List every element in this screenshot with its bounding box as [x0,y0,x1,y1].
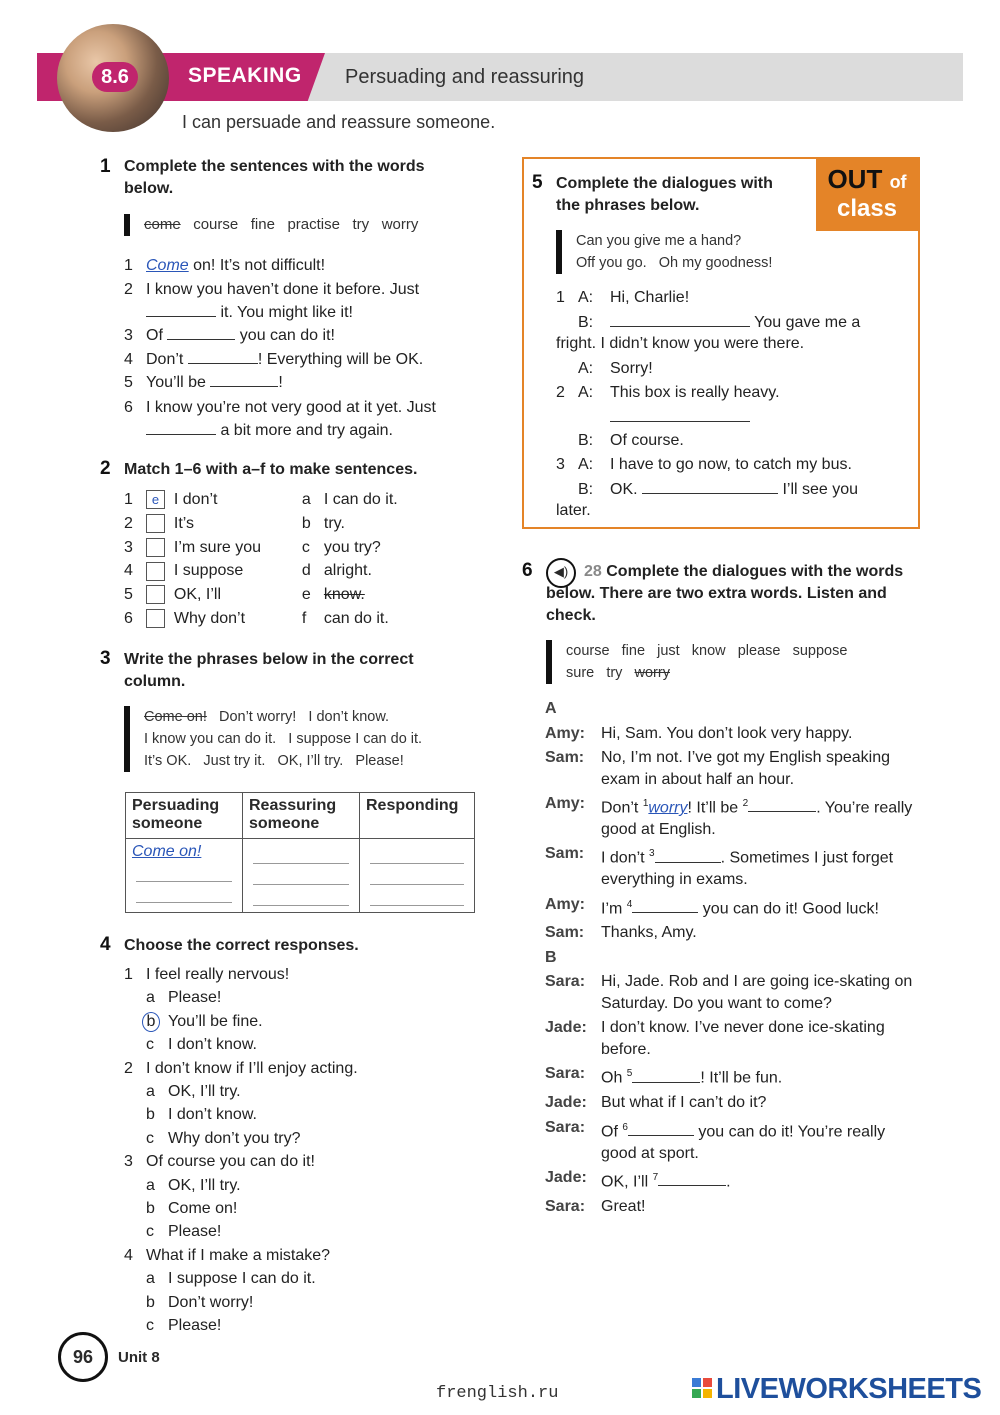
ex6-dialogues: A Amy: Hi, Sam. You don’t look very happy. Sam: No, I’m not. I’ve got my English speaking exam in about half an hour. Amy: Don’t $^1$worry! It’ll be $^2$ . You’re really good at English. Sam: I don’t $^3$ . Sometimes I just forget everything in exams. Amy: I’m $^4$ you can do it! Good luck! Sam: Thanks, Amy. B Sara: Hi, Jade. Rob and I are going ice-skating on Saturday. Do you want to come? Jade: I don’t know. I’ve never done ice-skating before. Sara: Oh $^5$ ! It’ll be fun. Jade: But what if I can’t do it? Sara: Of $^6$ you can do it! You’re really good at sport. Jade: OK, I’ll $^7$ . Sara: Great! [545,700,913,1215]
column-header: Persuading someone [126,793,243,839]
ex6-instruction: 28 Complete the dialogues with the words below. There are two extra words. Listen and check. [546,563,904,624]
lesson-number: 8.6 [92,62,138,92]
ex3-phrase-box: Come on! Don’t worry! I don’t know. I know you can do it. I suppose I can do it. It’s OK. Just try it. OK, I’ll try. Please! [124,706,464,772]
word: fine [250,216,275,233]
ex1-item: 4 Don’t ! Everything will be OK. [124,351,424,368]
blank-input[interactable] [748,797,816,812]
match-box[interactable] [146,585,165,604]
exercise-2 [100,458,460,638]
ex4-instruction: Choose the correct responses. [124,937,359,954]
blank-input[interactable] [658,1171,726,1186]
ex1-item: 1 Come on! It’s not difficult! [124,257,326,274]
answer-text: Come [146,257,189,274]
word: worry [381,216,419,233]
lesson-subtitle: Persuading and reassuring [345,66,585,88]
option[interactable]: a OK, I’ll try. [146,1176,241,1194]
exercise-4 [100,934,460,1344]
match-box[interactable] [146,514,165,533]
ex2-instruction: Match 1–6 with a–f to make sentences. [124,461,418,478]
brand-logo: LIVEWORKSHEETS [716,1373,982,1405]
column-header: Responding [360,793,475,839]
ex2-list: 1 e I don’t a I can do it. 2 It’s b try. 3 I’m sure you c you try? 4 I suppose d alright. 5 OK, I’ll e know. 6 Why don’t f can do it. [124,491,398,627]
ex5-number: 5 [532,172,543,193]
blank-input[interactable] [136,861,232,882]
blank-input[interactable] [628,1121,694,1136]
ex6-number: 6 [522,560,533,581]
match-box[interactable] [146,609,165,628]
answer-text: worry [648,799,688,817]
blank-input[interactable] [655,848,721,863]
ex3-number: 3 [100,648,111,669]
blank-input[interactable] [642,479,778,494]
option[interactable]: b I don’t know. [146,1106,257,1124]
ex1-item: 6 I know you’re not very good at it yet. Just a bit more and try again. [124,399,436,439]
audio-icon[interactable]: ◀) [546,558,576,588]
word: practise [287,216,340,233]
ex4-list: 1 I feel really nervous! a Please! b You’ll be fine. c I don’t know. 2 I don’t know if I’ll enjoy acting. a OK, I’ll try. b I don’t know. c Why don’t you try? 3 Of course you can do it! a OK, I’ll try. b Come on! c Please! 4 What if I make a mistake? a I suppose I can do it. b Don’t worry! c Please! [124,963,464,1338]
blank-input[interactable] [167,325,235,340]
ex1-number: 1 [100,156,111,177]
blank-input[interactable] [188,349,258,364]
column-header: Reassuring someone [243,793,360,839]
blank-input[interactable] [370,885,464,906]
ex5-instruction: Complete the dialogues with the phrases below. [556,175,773,214]
unit-label: Unit 8 [118,1349,160,1366]
word: try [352,216,370,233]
blank-input[interactable] [253,843,349,864]
match-box[interactable]: e [146,490,165,509]
section-title: SPEAKING [188,64,302,87]
blank-input[interactable] [610,312,750,327]
track-number: 28 [584,563,602,580]
option[interactable]: c Why don’t you try? [146,1129,301,1147]
option[interactable]: c Please! [146,1223,222,1241]
out-of-class-tag: OUT of class [816,157,918,231]
blank-input[interactable] [610,407,750,422]
ex5-dialogues: 1 A: Hi, Charlie! B: You gave me a fright. I didn’t know you were there. A: Sorry! 2 A: This box is really heavy. B: Of course. 3 A: I have to go now, to catch my bus. B: OK. I’ll see you later. [556,289,861,519]
liveworksheets-logo-icon [692,1378,712,1398]
match-box[interactable] [146,538,165,557]
exercise-6 [522,558,922,1215]
objective: I can persuade and reassure someone. [182,112,496,132]
blank-input[interactable] [210,372,278,387]
blank-input[interactable] [370,843,464,864]
blank-input[interactable] [136,882,232,903]
page-number: 96 [58,1332,108,1382]
ex6-word-box: course fine just know please suppose sure try worry [546,640,886,684]
blank-input[interactable] [253,864,349,885]
blank-input[interactable] [146,420,216,435]
option[interactable]: a Please! [146,989,222,1007]
exercise-5 [532,172,912,522]
ex1-word-box [124,214,464,236]
exercise-3 [100,648,480,920]
option[interactable]: b Don’t worry! [146,1293,254,1311]
ex1-item: 3 Of you can do it! [124,327,335,344]
blank-input[interactable] [253,885,349,906]
ex3-table [125,792,475,913]
option[interactable]: c Please! [146,1317,222,1335]
site-watermark: frenglish.ru [436,1384,559,1403]
option[interactable]: b Come on! [146,1200,238,1218]
ex4-number: 4 [100,934,111,955]
ex5-phrase-box: Can you give me a hand? Off you go. Oh my goodness! [556,230,876,274]
blank-input[interactable] [370,864,464,885]
ex2-number: 2 [100,458,111,479]
option[interactable]: b You’ll be fine. [124,1010,464,1033]
option[interactable]: a I suppose I can do it. [146,1270,316,1288]
option[interactable]: c I don’t know. [146,1036,257,1054]
option[interactable]: a OK, I’ll try. [146,1083,241,1101]
blank-input[interactable] [632,898,698,913]
blank-input[interactable] [632,1068,700,1083]
word: come [144,216,181,233]
ex1-item: 5 You’ll be ! [124,374,283,391]
ex1-instruction: Complete the sentences with the words below. [124,158,425,197]
blank-input[interactable] [146,302,216,317]
match-box[interactable] [146,562,165,581]
ex1-item: 2 I know you haven’t done it before. Just it. You might like it! [124,281,420,321]
ex3-instruction: Write the phrases below in the correct column. [124,651,414,690]
answer-text: Come on! [132,843,202,860]
word: course [193,216,239,233]
